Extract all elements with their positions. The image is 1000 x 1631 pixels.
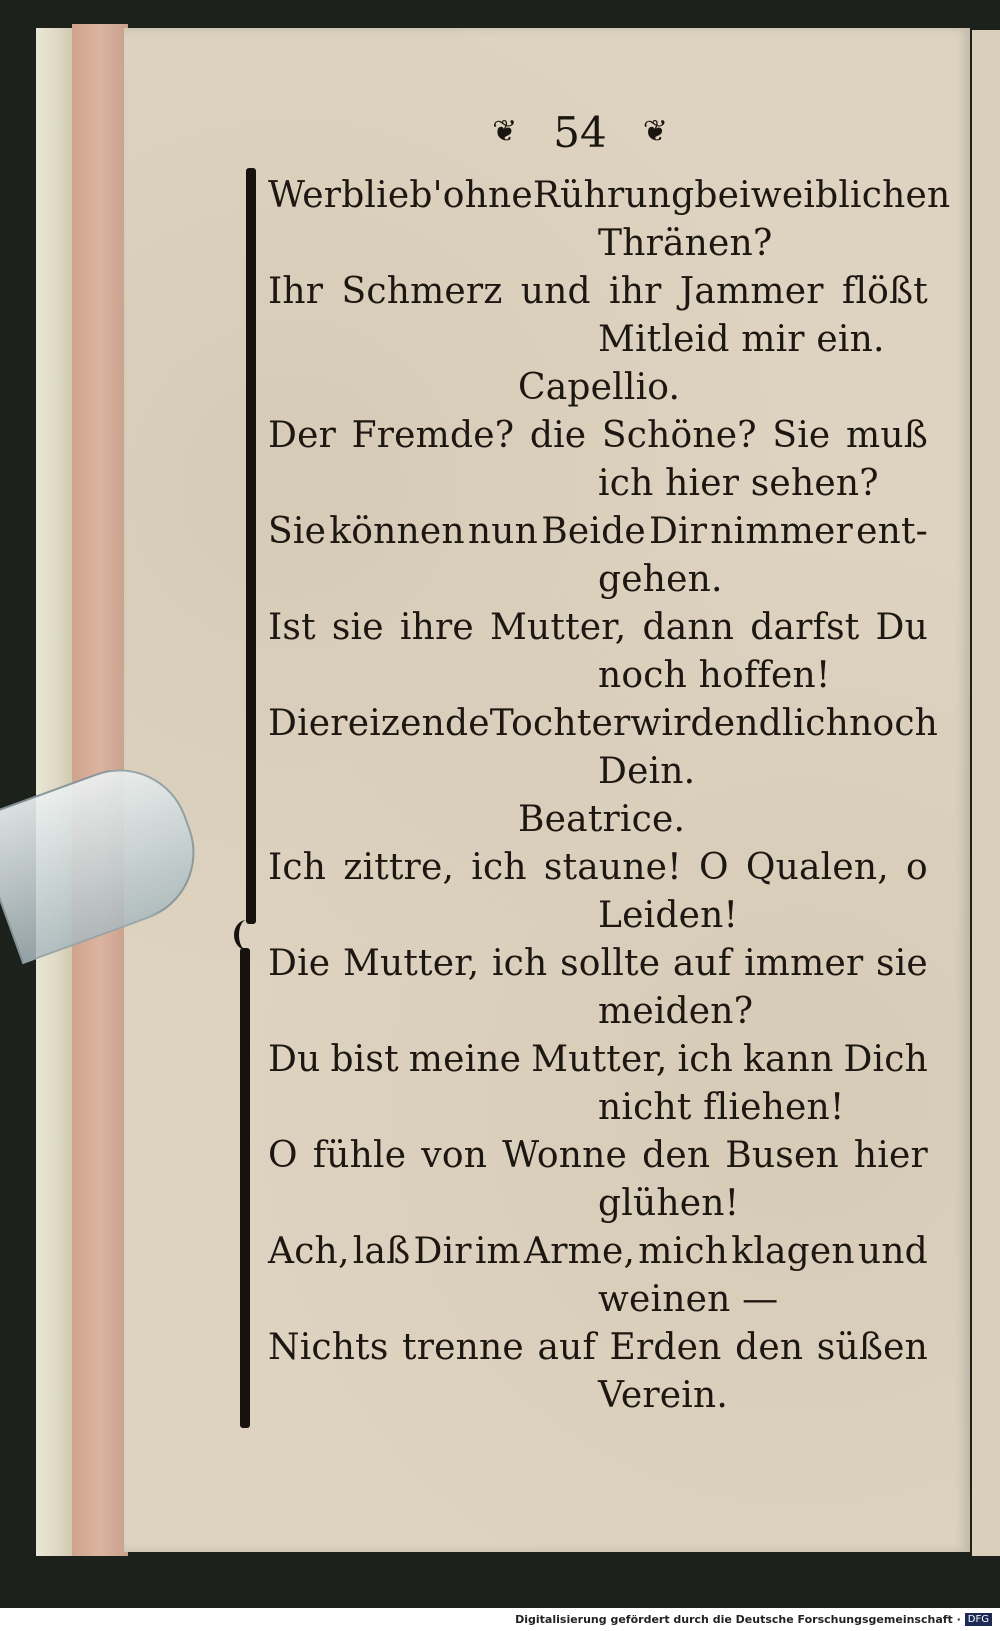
verse-word: Qualen,: [745, 847, 889, 888]
ornament-right-icon: ❦: [642, 114, 668, 149]
verse-continuation: Thränen?: [598, 223, 773, 264]
verse-continuation: weinen —: [598, 1279, 779, 1320]
verse-word: bei: [694, 175, 751, 216]
verse-line: [268, 1036, 928, 1084]
verse-word: meine: [408, 1039, 522, 1080]
verse-word: ich: [471, 847, 527, 888]
verse-word: ohne: [442, 175, 533, 216]
verse-word: Ich: [268, 847, 327, 888]
verse-word: dann: [642, 607, 735, 648]
verse-word: ihre: [399, 607, 474, 648]
verse-word: ent-: [856, 511, 928, 552]
verse-word: weiblichen: [750, 175, 951, 216]
verse-word: nimmer: [710, 511, 853, 552]
verse-line: [268, 1228, 928, 1276]
footer-bar: [0, 1608, 1000, 1631]
verse-word: bist: [330, 1039, 399, 1080]
verse-word: Mutter,: [531, 1039, 668, 1080]
verse-line: [268, 604, 928, 652]
verse-text: [268, 172, 951, 1420]
verse-line: [268, 1324, 928, 1372]
verse-word: Wer: [268, 175, 342, 216]
verse-word: endlich: [713, 703, 850, 744]
verse-word: sie: [331, 607, 384, 648]
verse-line: [268, 412, 928, 460]
verse-word: süßen: [816, 1327, 928, 1368]
next-page-strip: [972, 30, 1000, 1556]
verse-word: Arme,: [524, 1231, 636, 1272]
speaker-name: Beatrice.: [518, 799, 686, 840]
verse-word: nun: [467, 511, 539, 552]
verse-word: ich: [677, 1039, 734, 1080]
verse-continuation: Dein.: [598, 751, 696, 792]
verse-line: [268, 172, 951, 220]
dfg-logo: DFG: [965, 1613, 992, 1626]
verse-bracket-bottom: [240, 948, 250, 1428]
verse-word: Erden: [609, 1327, 722, 1368]
verse-word: darfst: [750, 607, 860, 648]
verse-word: auf: [672, 943, 732, 984]
verse-continuation: ich hier sehen?: [598, 463, 879, 504]
verse-word: Dich: [843, 1039, 928, 1080]
verse-word: Ihr: [268, 271, 324, 312]
verse-word: Schmerz: [341, 271, 503, 312]
verse-word: sie: [876, 943, 928, 984]
verse-word: wird: [630, 703, 714, 744]
verse-line: [268, 268, 928, 316]
verse-continuation: noch hoffen!: [598, 655, 831, 696]
ornament-left-icon: ❦: [492, 114, 518, 149]
verse-word: muß: [846, 415, 928, 456]
verse-continuation: Mitleid mir ein.: [598, 319, 885, 360]
verse-word: Schöne?: [601, 415, 757, 456]
verse-word: O: [699, 847, 729, 888]
verse-word: den: [642, 1135, 711, 1176]
verse-word: Jammer: [679, 271, 824, 312]
verse-line: [268, 844, 928, 892]
verse-word: Dir: [413, 1231, 472, 1272]
verse-word: mich: [638, 1231, 729, 1272]
verse-word: Busen: [725, 1135, 839, 1176]
verse-word: o: [906, 847, 928, 888]
verse-line: [268, 940, 928, 988]
verse-continuation: gehen.: [598, 559, 723, 600]
verse-word: Ach,: [268, 1231, 350, 1272]
verse-word: noch: [849, 703, 939, 744]
verse-continuation: glühen!: [598, 1183, 740, 1224]
verse-word: Dir: [648, 511, 708, 552]
verse-word: trenne: [402, 1327, 524, 1368]
verse-line: [268, 700, 939, 748]
verse-bracket-top: [246, 168, 256, 924]
verse-word: flößt: [841, 271, 928, 312]
verse-word: im: [474, 1231, 521, 1272]
verse-word: zittre,: [343, 847, 455, 888]
verse-word: können: [329, 511, 465, 552]
verse-word: kann: [743, 1039, 834, 1080]
verse-word: Rührung: [532, 175, 695, 216]
verse-word: Sie: [772, 415, 831, 456]
verse-word: und: [857, 1231, 928, 1272]
verse-word: O: [268, 1135, 298, 1176]
footer-credit: Digitalisierung gefördert durch die Deutsche Forschungsgemeinschaft ·: [515, 1613, 961, 1626]
verse-word: Der: [268, 415, 336, 456]
verse-word: Mutter,: [489, 607, 627, 648]
verse-word: ihr: [609, 271, 662, 312]
speaker-name: Capellio.: [518, 367, 681, 408]
verse-continuation: Verein.: [598, 1375, 729, 1416]
verse-word: Du: [268, 1039, 321, 1080]
verse-word: staune!: [543, 847, 682, 888]
brace-tip: [234, 920, 259, 950]
verse-word: Die: [268, 943, 331, 984]
verse-word: Die: [268, 703, 331, 744]
verse-word: Ist: [268, 607, 316, 648]
verse-word: Sie: [268, 511, 327, 552]
verse-word: immer: [744, 943, 864, 984]
verse-word: und: [520, 271, 591, 312]
verse-word: ich: [491, 943, 548, 984]
verse-word: Nichts: [268, 1327, 389, 1368]
verse-word: blieb': [341, 175, 443, 216]
page-header: [460, 102, 700, 162]
verse-word: fühle: [312, 1135, 407, 1176]
verse-word: reizende: [330, 703, 490, 744]
verse-word: Fremde?: [351, 415, 515, 456]
verse-word: Mutter,: [342, 943, 480, 984]
verse-word: Du: [875, 607, 928, 648]
verse-continuation: Leiden!: [598, 895, 739, 936]
verse-word: hier: [853, 1135, 928, 1176]
verse-continuation: nicht fliehen!: [598, 1087, 845, 1128]
page-number: 54: [553, 107, 607, 157]
verse-word: auf: [537, 1327, 597, 1368]
verse-word: die: [529, 415, 587, 456]
verse-line: [268, 508, 928, 556]
verse-word: klagen: [731, 1231, 855, 1272]
verse-word: den: [735, 1327, 804, 1368]
verse-word: Tochter: [489, 703, 631, 744]
verse-word: Beide: [541, 511, 646, 552]
verse-line: [268, 1132, 928, 1180]
verse-word: sollte: [560, 943, 661, 984]
verse-word: Wonne: [502, 1135, 628, 1176]
verse-continuation: meiden?: [598, 991, 754, 1032]
verse-word: laß: [352, 1231, 411, 1272]
verse-word: von: [421, 1135, 488, 1176]
